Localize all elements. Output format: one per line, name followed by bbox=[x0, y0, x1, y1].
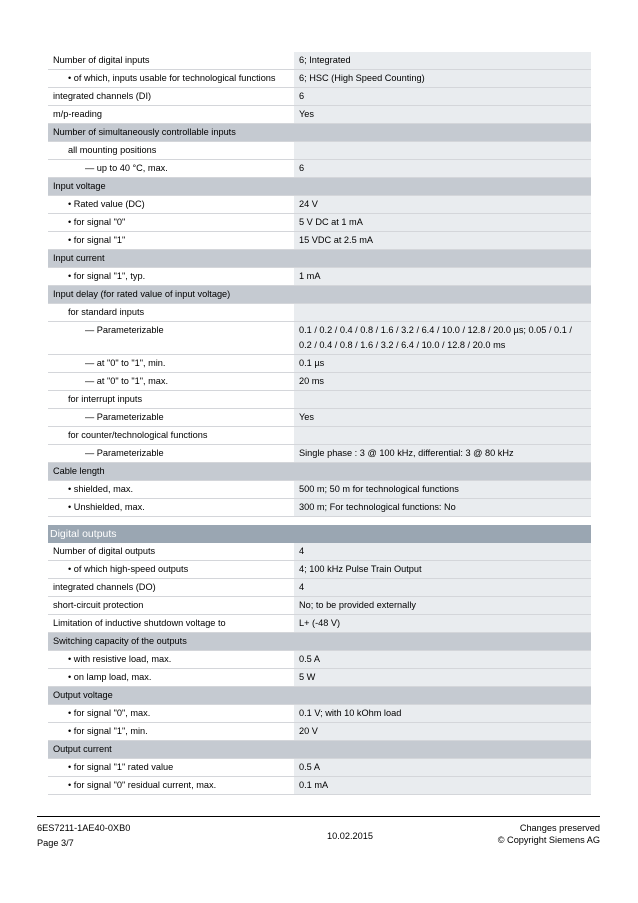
spec-row bbox=[48, 391, 591, 409]
spec-value: 6 bbox=[294, 88, 591, 105]
spec-label: integrated channels (DO) bbox=[53, 582, 156, 592]
spec-row bbox=[48, 322, 591, 355]
spec-label: — Parameterizable bbox=[85, 412, 164, 422]
spec-label: • Rated value (DC) bbox=[68, 199, 145, 209]
spec-row bbox=[48, 373, 591, 391]
footer-order-number: 6ES7211-1AE40-0XB0 bbox=[37, 823, 131, 833]
spec-row bbox=[48, 106, 591, 124]
spec-value: 0.1 mA bbox=[294, 777, 591, 794]
spec-label: • for signal "0" residual current, max. bbox=[68, 780, 217, 790]
page-footer bbox=[37, 816, 600, 857]
spec-label: Cable length bbox=[48, 463, 591, 480]
spec-row bbox=[48, 481, 591, 499]
spec-value: 15 VDC at 2.5 mA bbox=[294, 232, 591, 249]
spec-value bbox=[294, 391, 591, 408]
spec-row bbox=[48, 214, 591, 232]
spec-label: short-circuit protection bbox=[53, 600, 144, 610]
spec-label: m/p-reading bbox=[53, 109, 103, 119]
spec-row bbox=[48, 70, 591, 88]
spec-value: 0.1 V; with 10 kOhm load bbox=[294, 705, 591, 722]
spec-value: Yes bbox=[294, 409, 591, 426]
spec-group-header bbox=[48, 463, 591, 481]
footer-date: 10.02.2015 bbox=[327, 831, 373, 841]
spec-row bbox=[48, 777, 591, 795]
spec-label: Input voltage bbox=[48, 178, 591, 195]
spec-label: Output current bbox=[48, 741, 591, 758]
spec-label: for interrupt inputs bbox=[68, 394, 143, 404]
spec-label: • for signal "1", typ. bbox=[68, 271, 146, 281]
section-header-digital-outputs: Digital outputs bbox=[48, 525, 591, 543]
spec-row bbox=[48, 268, 591, 286]
spec-group-header bbox=[48, 286, 591, 304]
spec-label: — up to 40 °C, max. bbox=[85, 163, 168, 173]
spec-value: 20 ms bbox=[294, 373, 591, 390]
spec-label: — Parameterizable bbox=[85, 448, 164, 458]
spec-group-header bbox=[48, 124, 591, 142]
spec-group-header bbox=[48, 633, 591, 651]
spec-group-header bbox=[48, 178, 591, 196]
spec-row bbox=[48, 651, 591, 669]
spec-value: 0.5 A bbox=[294, 759, 591, 776]
spec-value: L+ (-48 V) bbox=[294, 615, 591, 632]
spec-row bbox=[48, 160, 591, 178]
spec-value: 6; HSC (High Speed Counting) bbox=[294, 70, 591, 87]
spec-value: Single phase : 3 @ 100 kHz, differential: 3 @ 80 kHz bbox=[294, 445, 591, 462]
spec-label: • for signal "0", max. bbox=[68, 708, 151, 718]
spec-value: No; to be provided externally bbox=[294, 597, 591, 614]
spec-row bbox=[48, 232, 591, 250]
spec-row bbox=[48, 499, 591, 517]
spec-value: 500 m; 50 m for technological functions bbox=[294, 481, 591, 498]
spec-label: • of which, inputs usable for technological functions bbox=[68, 73, 276, 83]
spec-label: • for signal "0" bbox=[68, 217, 126, 227]
spec-value: 0.5 A bbox=[294, 651, 591, 668]
spec-label: all mounting positions bbox=[68, 145, 157, 155]
spec-row bbox=[48, 304, 591, 322]
spec-row bbox=[48, 759, 591, 777]
spec-value: 5 V DC at 1 mA bbox=[294, 214, 591, 231]
spec-row bbox=[48, 615, 591, 633]
spec-label: Output voltage bbox=[48, 687, 591, 704]
spec-value: Yes bbox=[294, 106, 591, 123]
spec-value bbox=[294, 142, 591, 159]
spec-label: • of which high-speed outputs bbox=[68, 564, 189, 574]
footer-changes-preserved: Changes preserved bbox=[519, 823, 600, 833]
spec-value: 1 mA bbox=[294, 268, 591, 285]
footer-copyright: © Copyright Siemens AG bbox=[497, 835, 600, 845]
digital-outputs-rows bbox=[48, 543, 591, 795]
digital-inputs-rows bbox=[48, 52, 591, 517]
spec-row bbox=[48, 142, 591, 160]
spec-label: — at "0" to "1", max. bbox=[85, 376, 169, 386]
spec-row bbox=[48, 196, 591, 214]
spec-label: Input current bbox=[48, 250, 591, 267]
spec-group-header bbox=[48, 687, 591, 705]
spec-label: for standard inputs bbox=[68, 307, 145, 317]
spec-row bbox=[48, 427, 591, 445]
spec-label: • shielded, max. bbox=[68, 484, 134, 494]
spec-row bbox=[48, 52, 591, 70]
spec-group-header bbox=[48, 250, 591, 268]
spec-value: 20 V bbox=[294, 723, 591, 740]
spec-label: Number of digital inputs bbox=[53, 55, 150, 65]
spec-value bbox=[294, 427, 591, 444]
spec-label: • for signal "1" rated value bbox=[68, 762, 174, 772]
spec-label: • with resistive load, max. bbox=[68, 654, 172, 664]
spec-label: Number of simultaneously controllable inputs bbox=[48, 124, 591, 141]
spec-label: Number of digital outputs bbox=[53, 546, 156, 556]
spec-table bbox=[48, 52, 591, 795]
spec-row bbox=[48, 409, 591, 427]
spec-row bbox=[48, 355, 591, 373]
spec-value: 4 bbox=[294, 543, 591, 560]
spec-value: 6 bbox=[294, 160, 591, 177]
spec-value: 0.1 / 0.2 / 0.4 / 0.8 / 1.6 / 3.2 / 6.4 / 10.0 / 12.8 / 20.0 µs; 0.05 / 0.1 / 0.2 / 0.4 / 0.8 / 1.6 / 3.2 / 6.4 / 10.0 / 12.8 / 20.0 ms bbox=[294, 322, 591, 354]
spec-label: • for signal "1" bbox=[68, 235, 126, 245]
spec-value: 5 W bbox=[294, 669, 591, 686]
spec-value: 4 bbox=[294, 579, 591, 596]
footer-page-number: Page 3/7 bbox=[37, 838, 74, 848]
spec-value: 300 m; For technological functions: No bbox=[294, 499, 591, 516]
spec-label: • Unshielded, max. bbox=[68, 502, 145, 512]
spec-value: 4; 100 kHz Pulse Train Output bbox=[294, 561, 591, 578]
spec-value: 24 V bbox=[294, 196, 591, 213]
spec-row bbox=[48, 88, 591, 106]
spec-label: Switching capacity of the outputs bbox=[48, 633, 591, 650]
spec-label: — Parameterizable bbox=[85, 325, 164, 335]
spec-row bbox=[48, 445, 591, 463]
spec-row bbox=[48, 705, 591, 723]
spec-row bbox=[48, 543, 591, 561]
spec-label: Input delay (for rated value of input voltage) bbox=[48, 286, 591, 303]
spec-row bbox=[48, 669, 591, 687]
spec-row bbox=[48, 723, 591, 741]
spec-row bbox=[48, 597, 591, 615]
spec-value: 6; Integrated bbox=[294, 52, 591, 69]
spec-row bbox=[48, 561, 591, 579]
spec-value: 0.1 µs bbox=[294, 355, 591, 372]
spec-label: — at "0" to "1", min. bbox=[85, 358, 166, 368]
spec-label: Limitation of inductive shutdown voltage to bbox=[53, 618, 226, 628]
spec-label: • on lamp load, max. bbox=[68, 672, 152, 682]
spec-row bbox=[48, 579, 591, 597]
spec-group-header bbox=[48, 741, 591, 759]
spec-label: integrated channels (DI) bbox=[53, 91, 152, 101]
spec-label: for counter/technological functions bbox=[68, 430, 208, 440]
spec-value bbox=[294, 304, 591, 321]
spec-label: • for signal "1", min. bbox=[68, 726, 148, 736]
